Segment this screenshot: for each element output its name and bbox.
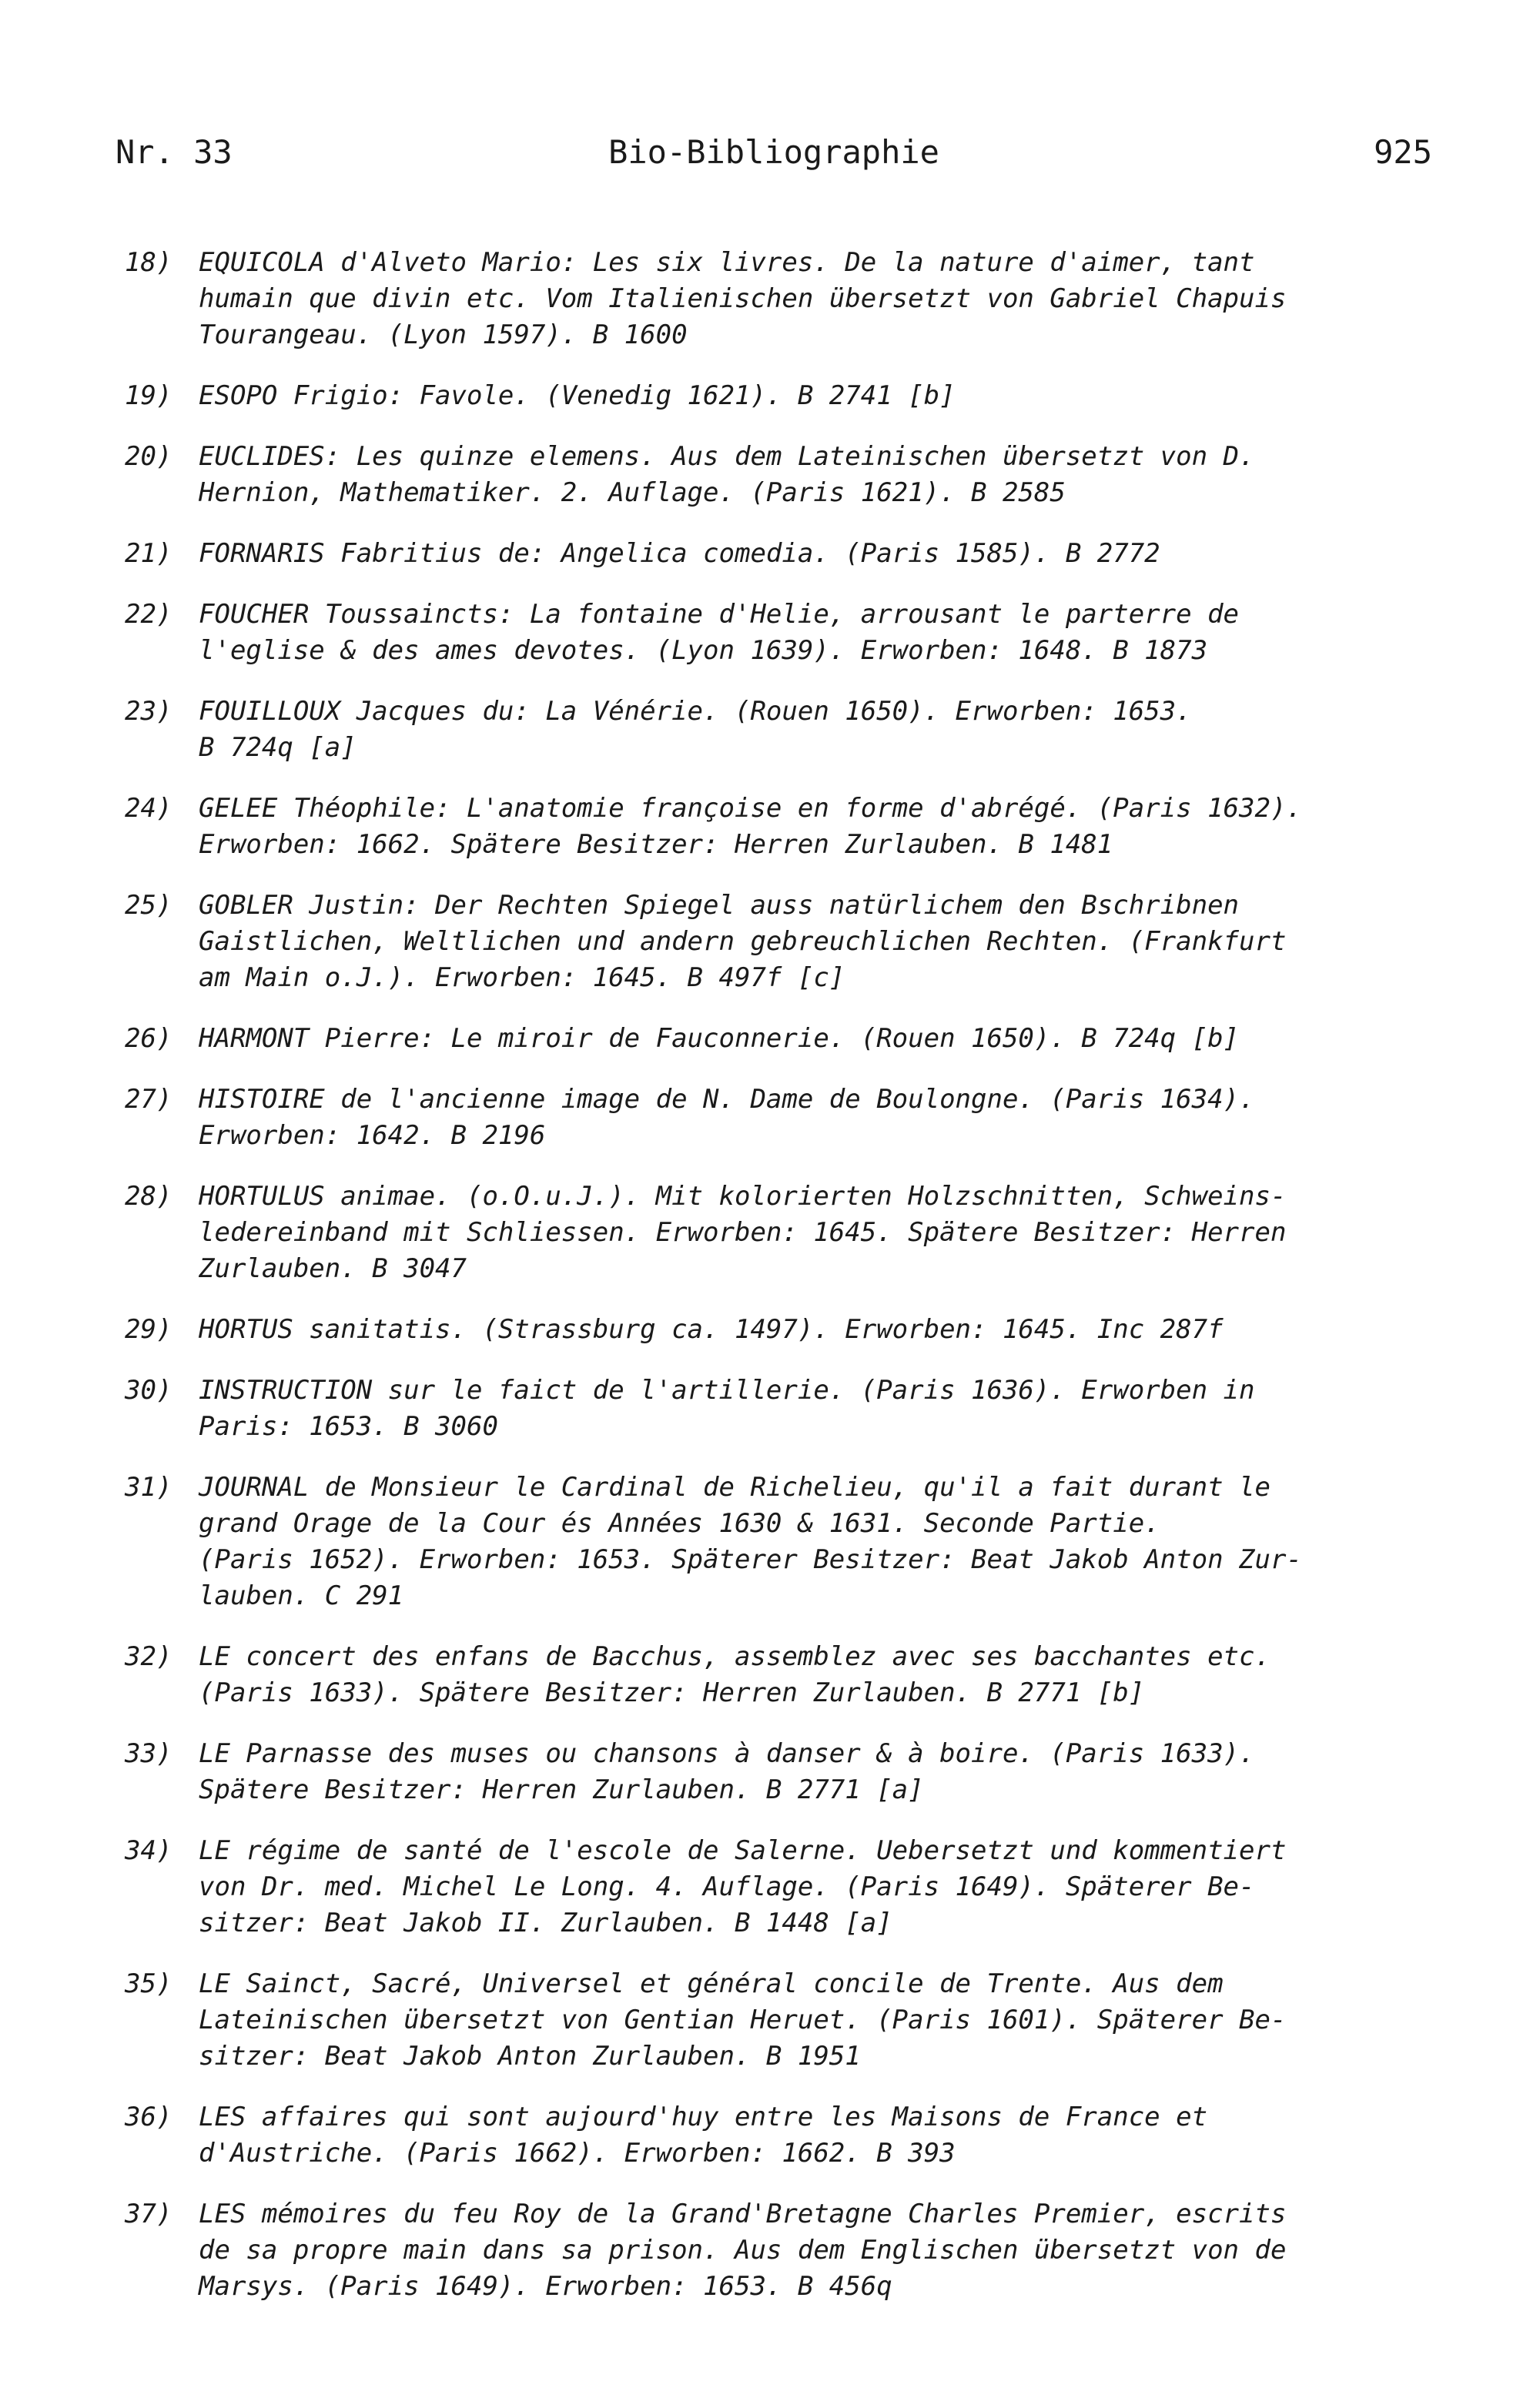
page-number: 925: [1374, 133, 1432, 171]
entry-number: 26): [125, 1023, 172, 1054]
section-title: Bio-Bibliographie: [608, 133, 939, 171]
entry-text: LE Sainct, Sacré, Universel et général concile de Trente. Aus dem Lateinischen übersetzt von Gentian Heruet. (Paris 1601). Späterer Be- sitzer: Beat Jakob Anton Zurlauben. B 1951: [199, 1968, 1287, 2072]
bibliography-entry: [0, 1179, 1540, 1287]
entry-text: HARMONT Pierre: Le miroir de Fauconnerie. (Rouen 1650). B 724q [b]: [199, 1023, 1240, 1054]
bibliography-entry: [0, 791, 1540, 863]
bibliography-list: [0, 245, 1540, 2329]
bibliography-entry: [0, 378, 1540, 414]
entry-text: JOURNAL de Monsieur le Cardinal de Richelieu, qu'il a fait durant le grand Orage de la Cour és Années 1630 & 1631. Seconde Partie. (Paris 1652). Erworben: 1653. Späterer Besitzer: Beat Jakob Anton Zur- lauben. C 291: [199, 1472, 1302, 1611]
issue-number: Nr. 33: [116, 133, 233, 171]
bibliography-entry: [0, 1082, 1540, 1154]
bibliography-entry: [0, 1639, 1540, 1711]
bibliography-entry: [0, 439, 1540, 511]
bibliography-entry: [0, 1736, 1540, 1808]
entry-number: 19): [125, 380, 172, 411]
entry-text: FOUCHER Toussaincts: La fontaine d'Helie, arrousant le parterre de l'eglise & des ames devotes. (Lyon 1639). Erworben: 1648. B 1873: [199, 599, 1240, 666]
bibliography-entry: [0, 1021, 1540, 1057]
bibliography-entry: [0, 1470, 1540, 1614]
entry-text: ESOPO Frigio: Favole. (Venedig 1621). B 2741 [b]: [199, 380, 956, 411]
entry-number: 23): [125, 696, 172, 727]
entry-number: 18): [125, 247, 172, 278]
entry-text: EUCLIDES: Les quinze elemens. Aus dem Lateinischen übersetzt von D. Hernion, Mathematiker. 2. Auflage. (Paris 1621). B 2585: [199, 441, 1255, 508]
bibliography-entry: [0, 597, 1540, 669]
bibliography-entry: [0, 888, 1540, 996]
entry-number: 21): [125, 538, 172, 569]
entry-text: LE concert des enfans de Bacchus, assemblez avec ses bacchantes etc. (Paris 1633). Spätere Besitzer: Herren Zurlauben. B 2771 [b]: [199, 1641, 1270, 1708]
entry-text: HORTUS sanitatis. (Strassburg ca. 1497). Erworben: 1645. Inc 287f: [199, 1314, 1224, 1345]
entry-number: 25): [125, 890, 172, 921]
bibliography-entry: [0, 694, 1540, 766]
bibliography-entry: [0, 1312, 1540, 1348]
entry-text: LE Parnasse des muses ou chansons à danser & à boire. (Paris 1633). Spätere Besitzer: Herren Zurlauben. B 2771 [a]: [199, 1738, 1255, 1805]
bibliography-entry: [0, 1373, 1540, 1445]
entry-number: 37): [125, 2199, 172, 2229]
entry-number: 22): [125, 599, 172, 630]
entry-text: EQUICOLA d'Alveto Mario: Les six livres. De la nature d'aimer, tant humain que divin etc. Vom Italienischen übersetzt von Gabriel Chapuis Tourangeau. (Lyon 1597). B 1600: [199, 247, 1287, 350]
entry-number: 28): [125, 1181, 172, 1212]
bibliography-entry: [0, 245, 1540, 353]
bibliography-entry: [0, 2196, 1540, 2305]
entry-text: LE régime de santé de l'escole de Salerne. Uebersetzt und kommentiert von Dr. med. Michel Le Long. 4. Auflage. (Paris 1649). Späterer Be- sitzer: Beat Jakob II. Zurlauben. B 1448 [a]: [199, 1835, 1287, 1938]
entry-number: 24): [125, 793, 172, 824]
entry-number: 35): [125, 1968, 172, 1999]
entry-text: LES mémoires du feu Roy de la Grand'Bretagne Charles Premier, escrits de sa propre main dans sa prison. Aus dem Englischen übersetzt von de Marsys. (Paris 1649). Erworben: 1653. B 456q: [199, 2199, 1287, 2302]
entry-text: FORNARIS Fabritius de: Angelica comedia. (Paris 1585). B 2772: [199, 538, 1160, 569]
entry-number: 32): [125, 1641, 172, 1672]
entry-number: 34): [125, 1835, 172, 1866]
entry-text: HISTOIRE de l'ancienne image de N. Dame de Boulongne. (Paris 1634). Erworben: 1642. B 2196: [199, 1084, 1255, 1151]
entry-number: 30): [125, 1375, 172, 1406]
entry-number: 31): [125, 1472, 172, 1503]
running-header: [116, 129, 1432, 176]
entry-text: INSTRUCTION sur le faict de l'artillerie. (Paris 1636). Erworben in Paris: 1653. B 3060: [199, 1375, 1255, 1442]
bibliography-entry: [0, 536, 1540, 572]
entry-text: GOBLER Justin: Der Rechten Spiegel auss natürlichem den Bschribnen Gaistlichen, Weltlichen und andern gebreuchlichen Rechten. (Frankfurt am Main o.J.). Erworben: 1645. B 497f [c]: [199, 890, 1287, 993]
bibliography-entry: [0, 1833, 1540, 1941]
entry-number: 20): [125, 441, 172, 472]
bibliography-entry: [0, 2099, 1540, 2172]
entry-number: 36): [125, 2102, 172, 2132]
entry-text: GELEE Théophile: L'anatomie françoise en forme d'abrégé. (Paris 1632). Erworben: 1662. Spätere Besitzer: Herren Zurlauben. B 1481: [199, 793, 1302, 860]
entry-text: LES affaires qui sont aujourd'huy entre les Maisons de France et d'Austriche. (Paris 1662). Erworben: 1662. B 393: [199, 2102, 1208, 2169]
entry-text: FOUILLOUX Jacques du: La Vénérie. (Rouen 1650). Erworben: 1653. B 724q [a]: [199, 696, 1192, 763]
entry-number: 33): [125, 1738, 172, 1769]
bibliography-entry: [0, 1966, 1540, 2075]
entry-text: HORTULUS animae. (o.O.u.J.). Mit kolorierten Holzschnitten, Schweins- ledereinband mit Schliessen. Erworben: 1645. Spätere Besitzer: Herren Zurlauben. B 3047: [199, 1181, 1287, 1284]
entry-number: 27): [125, 1084, 172, 1115]
entry-number: 29): [125, 1314, 172, 1345]
